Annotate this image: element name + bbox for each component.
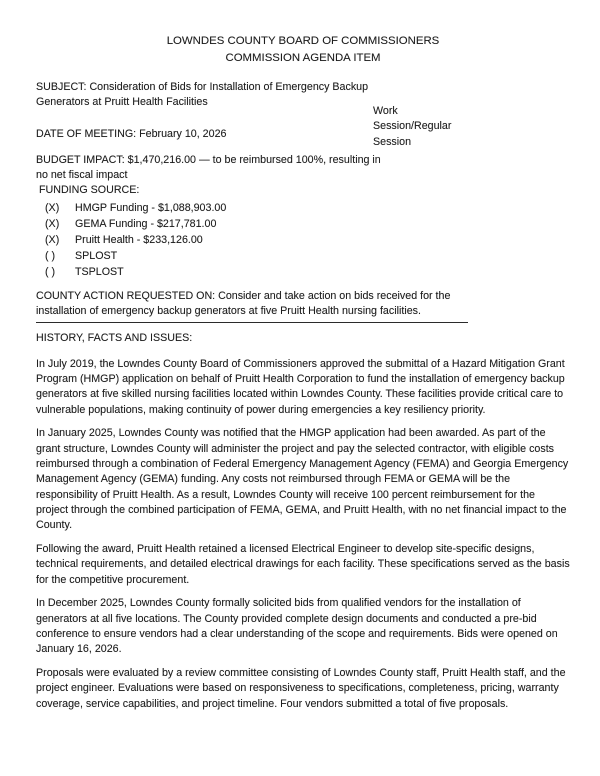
funding-source-item [45, 216, 570, 232]
history-paragraph-5: Proposals were evaluated by a review committee consisting of Lowndes County staff, Pruitt Health staff, and the project engineer. Evaluations were based on responsiveness to specifications, completeness, pricing, warranty coverage, service capabilities, and project timeline. Four vendors submitted a total of five proposals. [36, 667, 566, 710]
county-action-requested: COUNTY ACTION REQUESTED ON: Consider and take action on bids received for the installation of emergency backup generators at five Pruitt Health nursing facilities. [36, 289, 468, 324]
checkbox-marker: (X) [45, 201, 60, 214]
checkbox-marker: ( ) [45, 265, 56, 278]
funding-source-item [45, 248, 570, 264]
funding-item-label: HMGP Funding - $1,088,903.00 [75, 201, 227, 214]
funding-source-item [45, 200, 570, 216]
checkbox-marker: (X) [45, 217, 60, 230]
subject-line: SUBJECT: Consideration of Bids for Installation of Emergency Backup Generators at Pruitt Health Facilities [36, 81, 369, 109]
funding-item-label: Pruitt Health - $233,126.00 [75, 233, 203, 246]
date-of-meeting: DATE OF MEETING: February 10, 2026 [36, 127, 227, 140]
history-paragraph-3: Following the award, Pruitt Health retained a licensed Electrical Engineer to develop site-specific designs, technical requirements, and detailed electrical drawings for each facility. These specifications served as the basis for the competitive procurement. [36, 542, 570, 586]
history-paragraph-4: In December 2025, Lowndes County formally solicited bids from qualified vendors for the installation of generators at all five locations. The County provided complete design documents and conducted a pre-bid conference to ensure vendors had a clear understanding of the scope and requirements. Bids were opened on January 16, 2026. [36, 597, 558, 656]
checkbox-marker: (X) [45, 233, 60, 246]
funding-item-label: SPLOST [75, 249, 118, 262]
funding-source-item [45, 232, 570, 248]
funding-item-label: GEMA Funding - $217,781.00 [75, 217, 217, 230]
checkbox-marker: ( ) [45, 249, 56, 262]
funding-item-label: TSPLOST [75, 265, 124, 278]
agenda-item-title: COMMISSION AGENDA ITEM [225, 52, 381, 64]
document-header [36, 33, 570, 67]
budget-impact: BUDGET IMPACT: $1,470,216.00 — to be reimbursed 100%, resulting in no net fiscal impact [36, 153, 381, 182]
funding-source-list [36, 200, 570, 280]
meeting-type-label: Work Session/Regular Session [373, 105, 452, 148]
history-paragraph-1: In July 2019, the Lowndes County Board of Commissioners approved the submittal of a Hazard Mitigation Grant Program (HMGP) application on behalf of Pruitt Health Corporation to fund the installation of emergency backup generators at five skilled nursing facilities located within Lowndes County. These facilities provide critical care to vulnerable populations, making continuity of power during emergencies a key resiliency priority. [36, 357, 565, 416]
history-paragraph-2: In January 2025, Lowndes County was notified that the HMGP application had been awarded. As part of the grant structure, Lowndes County will administer the project and pay the selected contractor, with eligible costs reimbursed through a combination of Federal Emergency Management Agency (FEMA) and Georgia Emergency Management Agency (GEMA) funding. Any costs not reimbursed through FEMA or GEMA will be the responsibility of Pruitt Health. As a result, Lowndes County will receive 100 percent reimbursement for the project through the combined participation of FEMA, GEMA, and Pruitt Health, with no net financial impact to the County. [36, 427, 569, 532]
funding-source-heading: FUNDING SOURCE: [39, 184, 140, 197]
funding-source-item [45, 264, 570, 280]
history-facts-issues-heading: HISTORY, FACTS AND ISSUES: [36, 332, 193, 345]
board-title: LOWNDES COUNTY BOARD OF COMMISSIONERS [166, 35, 440, 47]
